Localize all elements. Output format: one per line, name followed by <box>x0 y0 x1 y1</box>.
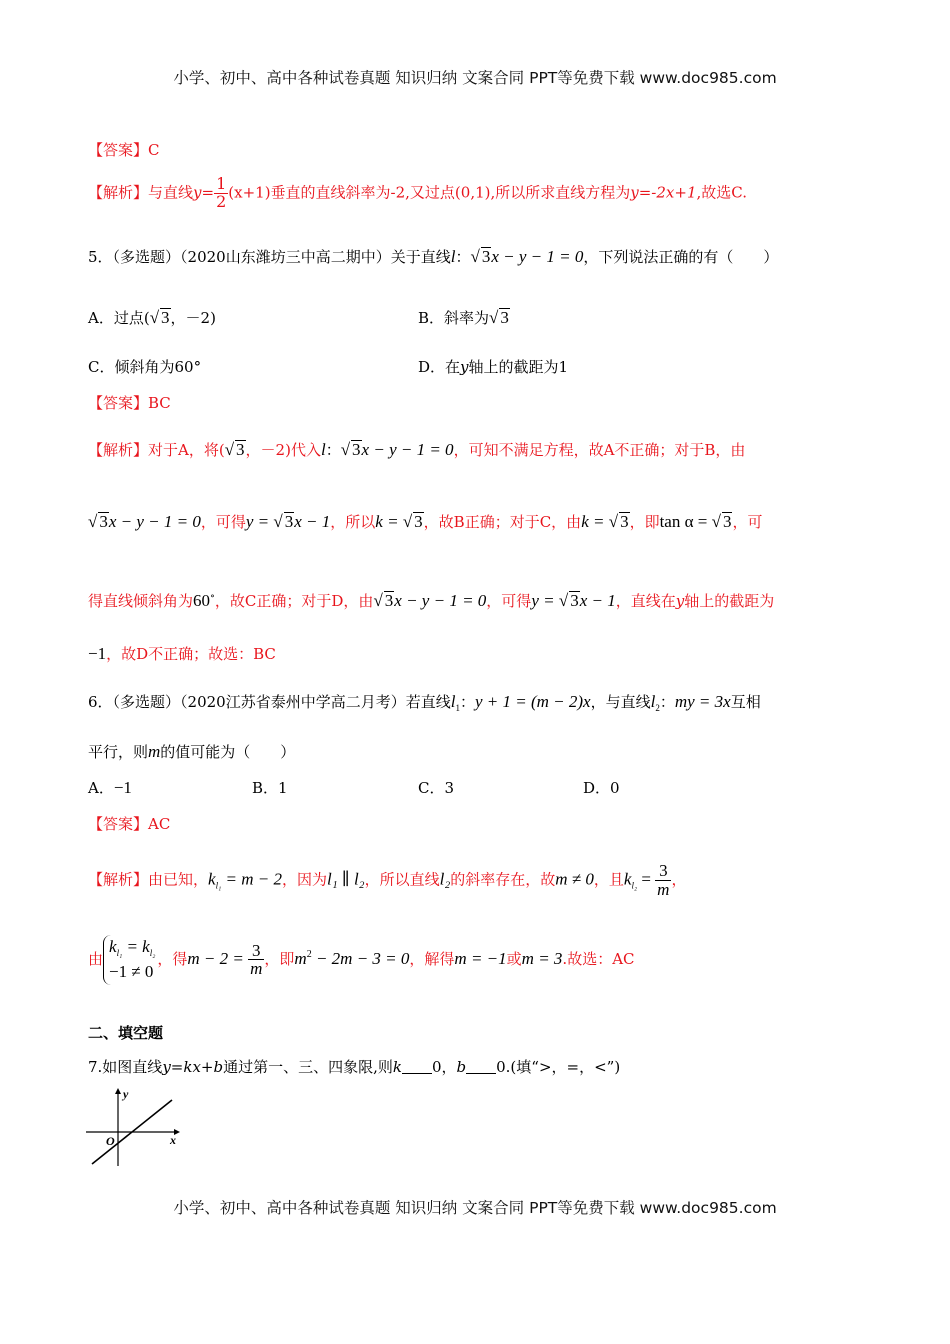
analysis-label: 【解析】 <box>88 870 149 889</box>
analysis-text: 由已知， <box>148 870 209 889</box>
sqrt-value: 3 <box>481 247 491 266</box>
math-tan: tan α = <box>659 512 712 531</box>
stem-text: 7.如图直线 <box>88 1058 163 1076</box>
math-subscript: 2 <box>655 703 660 713</box>
q6-option-c: C．3 <box>418 779 455 797</box>
q6-option-a <box>88 777 132 798</box>
frac-denominator: m <box>657 879 670 899</box>
q7-figure <box>86 1086 186 1170</box>
math-parallel: l₁ ∥ l₂ <box>326 869 365 889</box>
frac-denominator: 2 <box>216 191 227 211</box>
analysis-text: 或 <box>506 949 522 968</box>
stem-text: 的值可能为（ ） <box>160 743 296 761</box>
analysis-text: 与直线 <box>148 183 194 202</box>
math-equation: x − 1 <box>579 591 616 610</box>
math-equation: x − y − 1 = 0 <box>361 440 454 459</box>
analysis-text: ，可 <box>732 513 763 531</box>
math-subscript: l₂ <box>149 948 156 958</box>
math-b: b <box>456 1058 467 1076</box>
math-y: y = <box>531 591 559 610</box>
analysis-text: ，所以直线 <box>364 870 440 889</box>
math-inequality: −1 ≠ 0 <box>109 962 154 982</box>
stem-text: 平行，则 <box>88 743 149 761</box>
math-m: m <box>148 742 161 761</box>
frac-denominator: m <box>250 959 263 979</box>
q5-analysis-line4 <box>88 643 276 664</box>
math-result: y=-2x+1 <box>630 183 697 202</box>
q6-stem-line2 <box>88 741 295 762</box>
analysis-text: 对于A，将( <box>148 441 225 459</box>
x-axis-label: x <box>170 1133 176 1147</box>
q4-analysis <box>88 176 747 211</box>
math-equation: y + 1 = (m − 2)x <box>474 692 591 711</box>
math-k: k <box>109 937 117 956</box>
math-l: l <box>450 692 456 711</box>
math-m: m <box>294 948 307 968</box>
sqrt-value: 3 <box>722 512 732 531</box>
option-text: A．过点( <box>88 309 150 327</box>
math-value: −1 <box>113 778 132 797</box>
math-value: −1 <box>88 644 107 663</box>
colon: ： <box>659 693 675 711</box>
section-title: 二、填空题 <box>88 1024 164 1042</box>
sqrt-value: 3 <box>620 512 629 531</box>
analysis-text: 得直线倾斜角为 <box>88 592 194 610</box>
fraction-3-over-m <box>655 862 671 899</box>
q5-option-d <box>418 356 568 377</box>
sqrt-value: 3 <box>352 440 361 459</box>
stem-text: 通过第一、三、四象限,则 <box>223 1058 393 1076</box>
analysis-text: ，可得 <box>200 513 246 531</box>
math-y: y <box>460 358 469 376</box>
analysis-text: ，所以 <box>330 513 376 531</box>
q6-analysis-line2 <box>88 935 635 985</box>
math-inequality: m ≠ 0 <box>555 869 594 889</box>
q6-stem-line1 <box>88 691 761 713</box>
math-superscript: 2 <box>306 948 312 960</box>
math-l: l <box>320 440 326 459</box>
q5-analysis-line2: √ 3x − y − 1 = 0，可得y = √ 3x − 1，所以k = √ 3，故B正确；对于C，由k = √ 3，即tan α = √ 3，可 <box>88 512 763 531</box>
math-y: y= <box>193 183 215 202</box>
option-text: B．斜率为 <box>418 309 490 327</box>
colon: ： <box>325 441 341 459</box>
math-equation: x − y − 1 = 0 <box>108 512 201 531</box>
sqrt-value: 3 <box>236 440 245 459</box>
math-subscript: l₂ <box>631 880 638 891</box>
stem-text: 0， <box>431 1058 457 1076</box>
frac-numerator: 3 <box>248 942 264 961</box>
sqrt-value: 3 <box>500 308 509 327</box>
page-footer: 小学、初中、高中各种试卷真题 知识归纳 文案合同 PPT等免费下载 www.doc985.com <box>173 1199 777 1217</box>
sqrt-value: 3 <box>161 308 170 327</box>
analysis-text: ，故D不正确；故选：BC <box>106 645 276 663</box>
sqrt-value: 3 <box>414 512 423 531</box>
sqrt-value: 3 <box>99 512 108 531</box>
stem-text: ，下列说法正确的有（ ） <box>583 248 779 266</box>
stem-text: ，与直线 <box>590 693 651 711</box>
option-text: D．在 <box>418 358 461 376</box>
q5-option-b: B．斜率为√ 3 <box>418 308 509 327</box>
q6-option-b: B．1 <box>252 779 288 797</box>
page-header: 小学、初中、高中各种试卷真题 知识归纳 文案合同 PPT等免费下载 www.doc985.com <box>173 69 777 87</box>
math-equation: = m − 2 <box>221 869 282 889</box>
sqrt-value: 3 <box>570 591 579 610</box>
sqrt-value: 3 <box>284 512 294 531</box>
analysis-label: 【解析】 <box>88 183 149 202</box>
colon: ： <box>455 248 471 266</box>
q4-answer: 【答案】C <box>88 141 160 159</box>
math-k: k <box>623 869 632 889</box>
fraction-3-over-m <box>248 942 264 979</box>
analysis-text: ，解得 <box>409 949 455 968</box>
analysis-text: ，得 <box>157 949 188 968</box>
analysis-text: ，故C正确；对于D，由 <box>214 592 374 610</box>
math-k: k = <box>581 512 609 531</box>
colon: ： <box>459 693 475 711</box>
option-text: A． <box>88 779 114 797</box>
math-l: l <box>650 692 656 711</box>
stem-text: 5．（多选题）（2020山东潍坊三中高二期中）关于直线 <box>88 248 451 266</box>
analysis-text: ,故选C. <box>696 183 747 202</box>
analysis-text: ，可得 <box>486 592 532 610</box>
y-axis-label: y <box>123 1087 129 1101</box>
analysis-text: 的斜率存在，故 <box>450 870 556 889</box>
analysis-text: ， <box>671 870 687 889</box>
analysis-text: ，故B正确；对于C，由 <box>423 513 582 531</box>
equation-system <box>103 935 155 985</box>
math-k: k <box>208 869 216 889</box>
analysis-text: ，即 <box>629 513 660 531</box>
sqrt-value: 3 <box>384 591 394 610</box>
math-subscript: l₁ <box>116 948 123 958</box>
option-text: ，－2) <box>170 309 216 327</box>
analysis-text: ，即 <box>264 949 295 968</box>
math-equation: x − 1 <box>294 512 331 531</box>
math-k: k <box>392 1058 402 1076</box>
q5-analysis-line3: 得直线倾斜角为60∘，故C正确；对于D，由√ 3x − y − 1 = 0，可得y = √ 3x − 1，直线在y轴上的截距为 <box>88 591 775 610</box>
q5-stem: 5．（多选题）（2020山东潍坊三中高二期中）关于直线l：√ 3x − y − 1 = 0，下列说法正确的有（ ） <box>88 247 779 266</box>
analysis-text: ，可知不满足方程，故A不正确；对于B，由 <box>453 441 746 459</box>
q6-option-d: D．0 <box>583 779 620 797</box>
analysis-text: 轴上的截距为 <box>684 592 775 610</box>
stem-text: 0.(填“>，=，<”) <box>496 1058 621 1076</box>
q5-answer: 【答案】BC <box>88 394 171 412</box>
frac-numerator: 1 <box>216 174 227 193</box>
stem-text: 互相 <box>730 693 761 711</box>
math-equals: = <box>637 869 656 889</box>
analysis-text: 由 <box>88 949 104 968</box>
fraction-one-half <box>214 176 228 211</box>
math-y: y <box>675 592 685 610</box>
math-equation: y=kx+b <box>162 1058 224 1076</box>
math-subscript: l₁ <box>215 880 222 891</box>
q6-analysis-line1 <box>88 862 686 899</box>
q6-answer: 【答案】AC <box>88 815 171 833</box>
y-axis-arrow <box>115 1088 121 1094</box>
q5-analysis-line1: 【解析】对于A，将(√ 3，－2)代入l：√ 3x − y − 1 = 0，可知不满足方程，故A不正确；对于B，由 <box>88 440 746 459</box>
math-subscript: 1 <box>455 703 460 713</box>
origin-label: O <box>106 1134 115 1148</box>
math-solution: m = −1 <box>454 948 507 968</box>
q5-option-c: C．倾斜角为60° <box>88 358 202 376</box>
q5-option-a: A．过点(√ 3，－2) <box>88 308 216 327</box>
answer-blank[interactable] <box>466 1073 496 1074</box>
analysis-text: ，且 <box>593 870 624 889</box>
math-y: y = <box>245 512 274 531</box>
analysis-label: 【解析】 <box>88 441 149 459</box>
math-equation: = k <box>122 937 150 956</box>
math-equation: x − y − 1 = 0 <box>394 591 487 610</box>
frac-numerator: 3 <box>655 862 671 881</box>
math-equation: my = 3x <box>674 692 731 711</box>
math-equation: − 2m − 3 = 0 <box>311 948 410 968</box>
analysis-text: ，因为 <box>281 870 327 889</box>
analysis-text: ，－2)代入 <box>245 441 321 459</box>
q7-stem <box>88 1056 620 1077</box>
math-l: l₂ <box>439 869 451 889</box>
math-equation: x − y − 1 = 0 <box>491 247 584 266</box>
analysis-text: ，直线在 <box>615 592 676 610</box>
answer-blank[interactable] <box>402 1073 432 1074</box>
math-k: k = <box>375 512 403 531</box>
math-solution: m = 3 <box>521 948 563 968</box>
option-text: 轴上的截距为1 <box>468 358 569 376</box>
analysis-text: (x+1)垂直的直线斜率为-2,又过点(0,1),所以所求直线方程为 <box>228 183 631 202</box>
math-equation: m − 2 = <box>187 948 249 968</box>
math-l: l <box>450 247 456 266</box>
analysis-text: .故选：AC <box>562 949 635 968</box>
math-degree: 60 <box>193 591 211 610</box>
stem-text: 6．（多选题）（2020江苏省泰州中学高二月考）若直线 <box>88 693 451 711</box>
